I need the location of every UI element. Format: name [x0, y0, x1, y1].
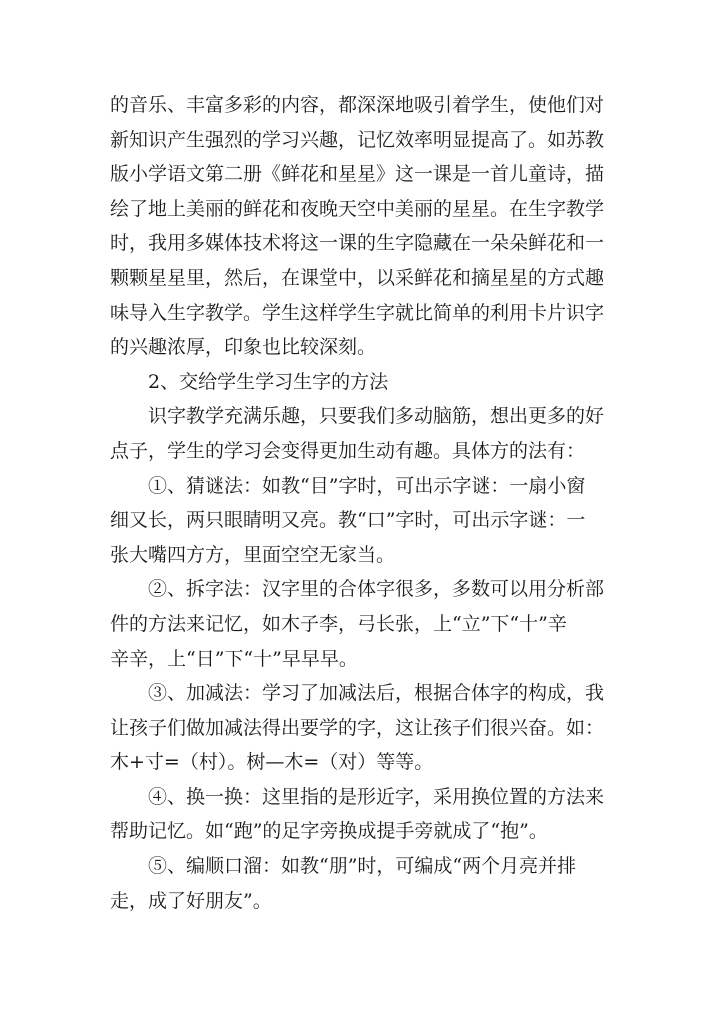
text-line: 件的方法来记忆，如木子李，弓长张，上“立”下“十”辛 — [110, 612, 567, 635]
text-line: ④、换一换：这里指的是形近字，采用换位置的方法来 — [148, 785, 605, 808]
text-line: ②、拆字法：汉字里的合体字很多，多数可以用分析部 — [148, 578, 605, 601]
text-line: 2、交给学生学习生字的方法 — [148, 370, 389, 393]
text-line: 识字教学充满乐趣，只要我们多动脑筋，想出更多的好 — [148, 405, 605, 428]
text-line: 木+寸=（村）。树—木=（对）等等。 — [110, 751, 434, 774]
text-line: ③、加减法：学习了加减法后，根据合体字的构成，我 — [148, 682, 605, 705]
text-line: 时，我用多媒体技术将这一课的生字隐藏在一朵朵鲜花和一 — [110, 232, 605, 255]
text-line: ⑤、编顺口溜：如教“朋”时，可编成“两个月亮并排 — [148, 855, 577, 878]
document-page — [110, 88, 620, 918]
text-line: 走，成了好朋友”。 — [110, 889, 272, 912]
text-line: 绘了地上美丽的鲜花和夜晚天空中美丽的星星。在生字教学 — [110, 197, 605, 220]
text-line: 细又长，两只眼睛明又亮。教“口”字时，可出示字谜：一 — [110, 509, 586, 532]
text-line: 的音乐、丰富多彩的内容，都深深地吸引着学生，使他们对 — [110, 94, 605, 116]
text-line: 辛辛，上“日”下“十”早早早。 — [110, 647, 358, 670]
text-line: 张大嘴四方方，里面空空无家当。 — [110, 543, 396, 566]
text-line: 味导入生字教学。学生这样学生字就比简单的利用卡片识字 — [110, 301, 605, 324]
text-line: 的兴趣浓厚，印象也比较深刻。 — [110, 336, 377, 359]
text-line: 帮助记忆。如“跑”的足字旁换成提手旁就成了“抱”。 — [110, 820, 548, 843]
text-line: 让孩子们做加减法得出要学的字，这让孩子们很兴奋。如： — [110, 716, 605, 739]
text-line: 点子，学生的学习会变得更加生动有趣。具体方的法有： — [110, 439, 586, 462]
text-line: 颗颗星星里，然后，在课堂中，以采鲜花和摘星星的方式趣 — [110, 266, 605, 289]
text-line: ①、猜谜法：如教“目”字时，可出示字谜：一扇小窗 — [148, 474, 586, 497]
text-line: 版小学语文第二册《鲜花和星星》这一课是一首儿童诗，描 — [110, 163, 605, 186]
text-line: 新知识产生强烈的学习兴趣，记忆效率明显提高了。如苏教 — [110, 128, 605, 151]
